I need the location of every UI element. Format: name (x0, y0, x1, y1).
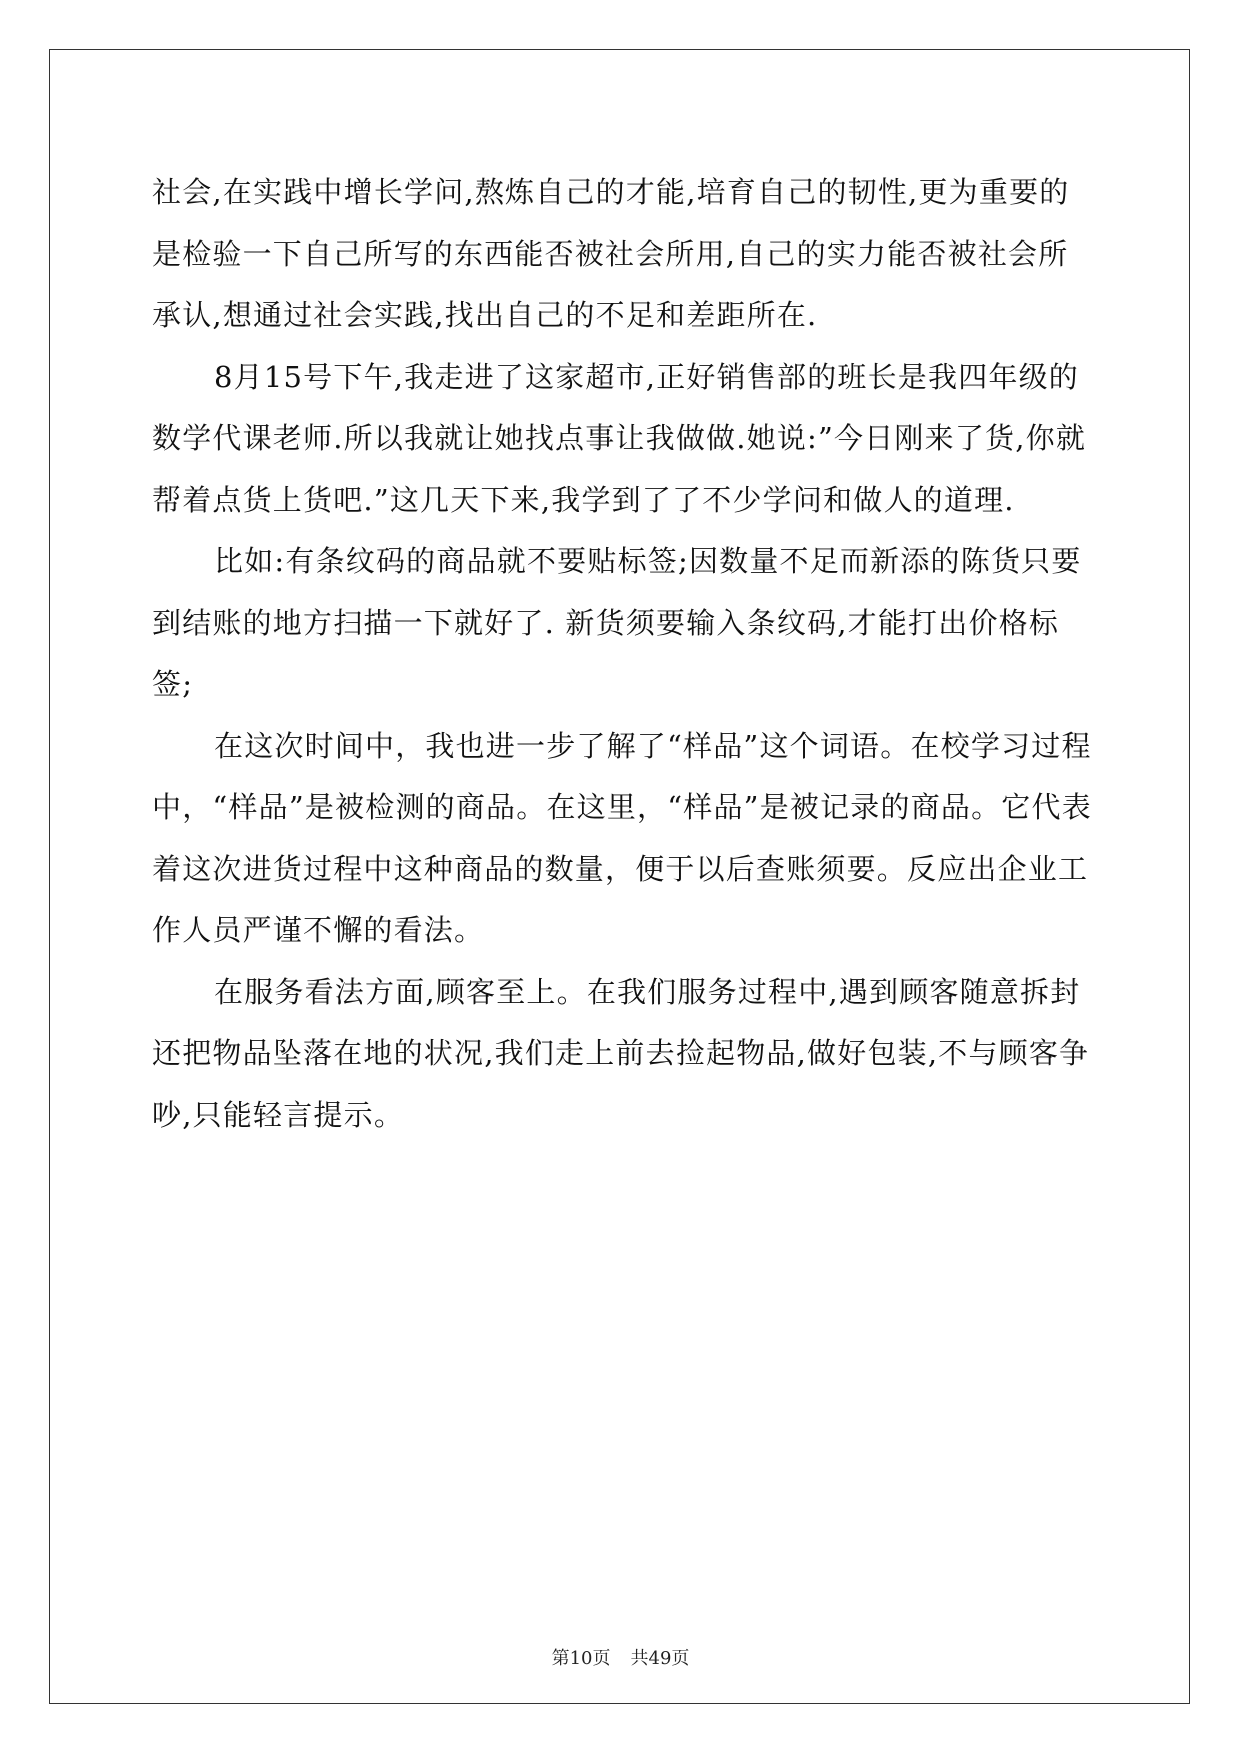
paragraph-3: 比如:有条纹码的商品就不要贴标签;因数量不足而新添的陈货只要到结账的地方扫描一下就好了. 新货须要输入条纹码,才能打出价格标签; (152, 544, 1082, 701)
document-body (152, 162, 1092, 1146)
total-pages-label: 共49页 (630, 1648, 690, 1669)
paragraph-4: 在这次时间中，我也进一步了解了“样品”这个词语。在校学习过程中，“样品”是被检测的商品。在这里，“样品”是被记录的商品。它代表着这次进货过程中这种商品的数量，便于以后查账须要。反应出企业工作人员严谨不懈的看法。 (152, 728, 1092, 947)
paragraph-2: 8月15号下午,我走进了这家超市,正好销售部的班长是我四年级的数学代课老师.所以我就让她找点事让我做做.她说:”今日刚来了货,你就帮着点货上货吧.”这几天下来,我学到了了不少学问和做人的道理. (152, 359, 1087, 517)
paragraph-5: 在服务看法方面,顾客至上。在我们服务过程中,遇到顾客随意拆封还把物品坠落在地的状况,我们走上前去捡起物品,做好包装,不与顾客争吵,只能轻言提示。 (152, 974, 1090, 1132)
page-number-footer (0, 1644, 1241, 1670)
current-page-label: 第10页 (551, 1648, 611, 1669)
paragraph-1: 社会,在实践中增长学问,熬炼自己的才能,培育自己的韧性,更为重要的是检验一下自己所写的东西能否被社会所用,自己的实力能否被社会所承认,想通过社会实践,找出自己的不足和差距所在. (152, 175, 1070, 332)
